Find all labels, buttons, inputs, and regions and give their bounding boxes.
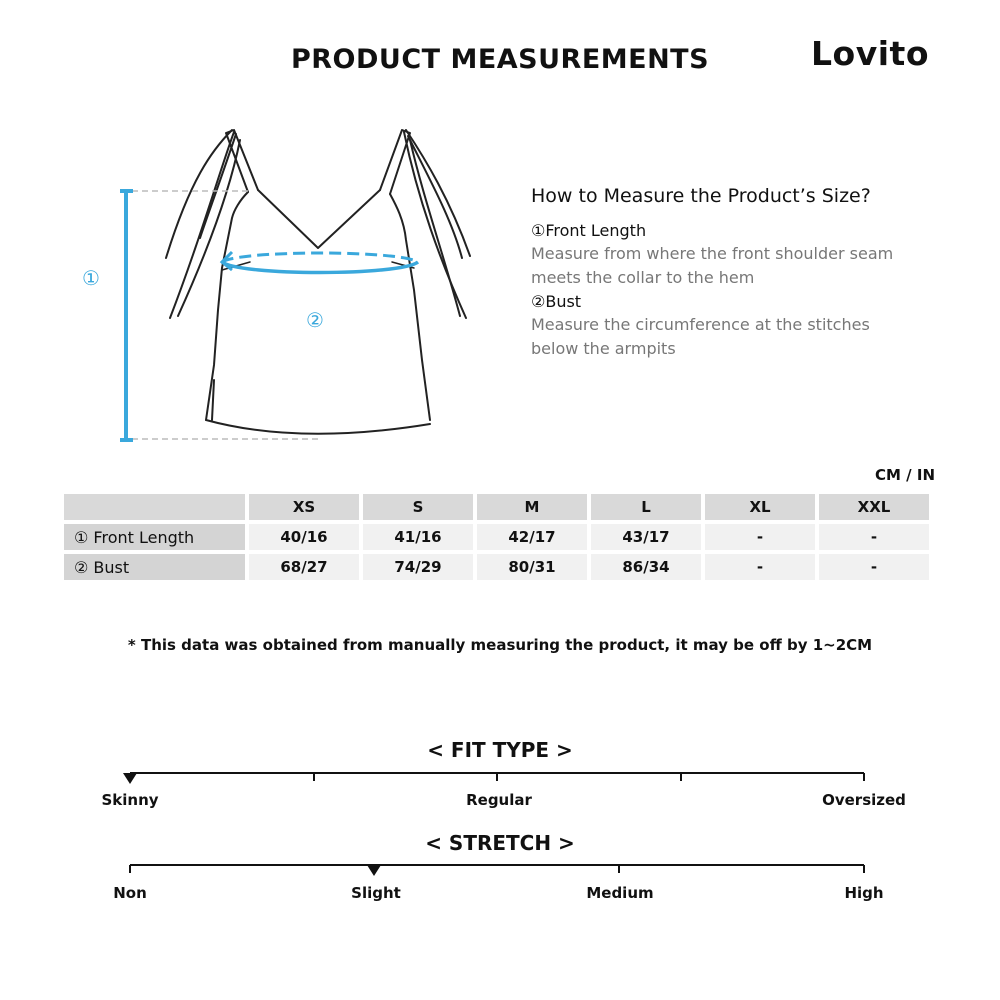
table-cell: 42/17	[477, 524, 587, 550]
size-header-cell: L	[591, 494, 701, 520]
row-label: ② Bust	[64, 554, 245, 580]
size-header-row	[64, 494, 929, 520]
fit-type-indicator	[123, 773, 137, 784]
stretch-label-medium: Medium	[586, 884, 654, 902]
fit-label-regular: Regular	[466, 791, 532, 809]
unit-label: CM / IN	[875, 466, 935, 484]
page-title: PRODUCT MEASUREMENTS	[290, 44, 710, 75]
table-cell: 43/17	[591, 524, 701, 550]
fit-label-skinny: Skinny	[101, 791, 159, 809]
table-row	[64, 554, 929, 580]
stretch-label-high: High	[844, 884, 884, 902]
table-cell: 86/34	[591, 554, 701, 580]
guide-front-length-heading: ①Front Length	[531, 221, 647, 240]
header-corner	[64, 494, 245, 520]
table-cell: -	[819, 554, 929, 580]
stretch-indicator	[367, 865, 381, 876]
stretch-label-non: Non	[113, 884, 147, 902]
bust-ellipse-front	[222, 262, 418, 273]
guide-bust-description: Measure the circumference at the stitches below the armpits	[531, 315, 870, 358]
bust-marker: ②	[306, 308, 324, 332]
garment-diagram	[60, 115, 490, 455]
size-header-cell: XXL	[819, 494, 929, 520]
size-header-cell: XS	[249, 494, 359, 520]
hem	[206, 420, 430, 434]
table-cell: -	[705, 524, 815, 550]
size-header-cell: M	[477, 494, 587, 520]
fit-type-scale	[120, 768, 880, 788]
body-left-edge	[206, 192, 248, 420]
table-cell: 41/16	[363, 524, 473, 550]
front-length-marker: ①	[82, 266, 100, 290]
stretch-title: < STRETCH >	[425, 831, 575, 855]
table-cell: -	[819, 524, 929, 550]
fit-type-title: < FIT TYPE >	[427, 738, 573, 762]
size-header-cell: XL	[705, 494, 815, 520]
body-right-edge	[390, 194, 430, 420]
brand-logo: Lovito	[811, 34, 929, 73]
table-cell: 40/16	[249, 524, 359, 550]
measurement-note: * This data was obtained from manually measuring the product, it may be off by 1~2CM	[127, 636, 873, 654]
table-cell: 74/29	[363, 554, 473, 580]
bust-ellipse-back	[222, 253, 418, 262]
stretch-label-slight: Slight	[351, 884, 401, 902]
guide-bust-heading: ②Bust	[531, 292, 582, 311]
stretch-scale	[120, 860, 880, 880]
size-header-cell: S	[363, 494, 473, 520]
table-cell: 80/31	[477, 554, 587, 580]
guide-front-length-description: Measure from where the front shoulder seam meets the collar to the hem	[531, 244, 894, 287]
left-tie-long	[170, 132, 234, 318]
neckline	[258, 190, 380, 248]
table-row	[64, 524, 929, 550]
fit-label-oversized: Oversized	[822, 791, 906, 809]
row-label: ① Front Length	[64, 524, 245, 550]
size-table	[60, 490, 933, 584]
table-cell: 68/27	[249, 554, 359, 580]
table-cell: -	[705, 554, 815, 580]
measure-guide-title: How to Measure the Product’s Size?	[531, 185, 871, 207]
